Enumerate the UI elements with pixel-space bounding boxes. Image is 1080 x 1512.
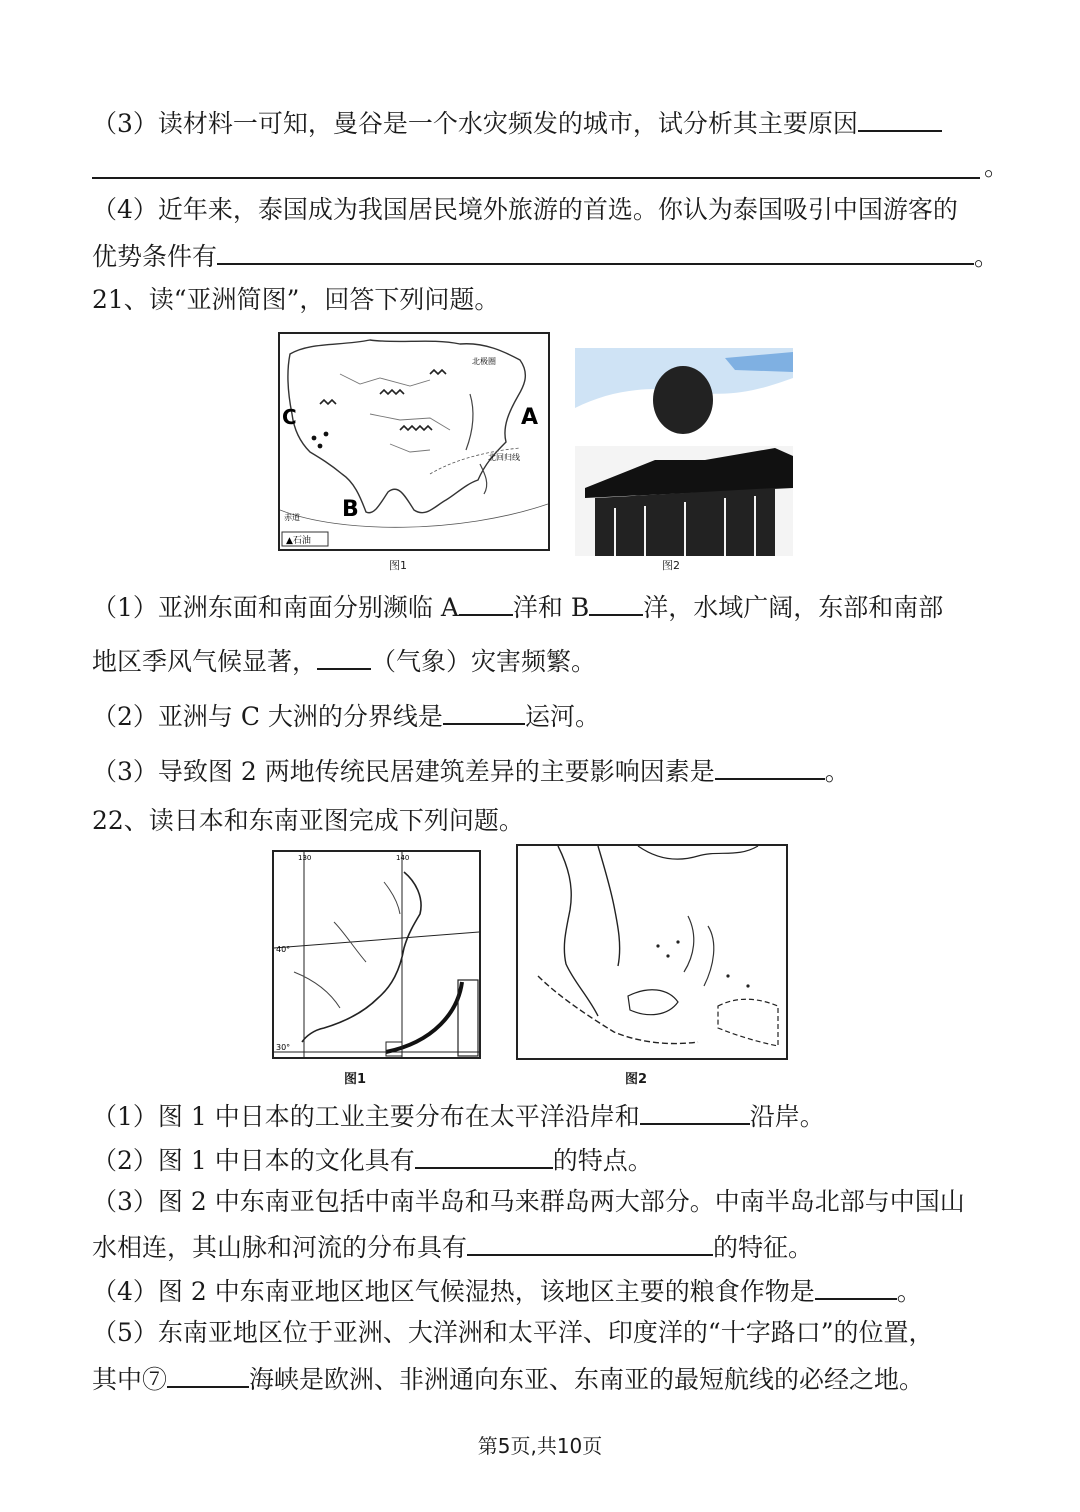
lat-30-label: 30° (276, 1043, 291, 1052)
q22-part3-text-a: 水相连，其山脉和河流的分布具有 (92, 1233, 468, 1262)
q21-blank-ocean-b[interactable] (589, 588, 643, 616)
q22-figure2-caption: 图2 (625, 1072, 648, 1087)
q22-blank-industry[interactable] (640, 1097, 750, 1125)
q21-part2-text-b: 运河。 (524, 702, 600, 731)
q20-part4-line2 (92, 237, 999, 274)
dwellings-photo (575, 348, 793, 556)
equator-label: 赤道 (284, 513, 300, 522)
label-a: A (520, 405, 538, 430)
q21-blank-weather[interactable] (317, 642, 371, 670)
q20-part3-line1 (92, 104, 942, 141)
q22-part3-line1: （3）图 2 中东南亚包括中南半岛和马来群岛两大部分。中南半岛北部与中国山 (92, 1187, 965, 1216)
q22-part5-text-a: 其中⑦ (92, 1365, 168, 1394)
q21-part1-text-d: 地区季风气候显著， (92, 647, 318, 676)
q22-part1-text-a: （1）图 1 中日本的工业主要分布在太平洋沿岸和 (92, 1102, 640, 1131)
q21-part1-line1 (92, 588, 943, 625)
lon-130-label: 130 (298, 854, 312, 862)
q22-part3-text-b: 的特征。 (713, 1233, 814, 1262)
arctic-label: 北极圈 (472, 357, 496, 366)
q20-part3-period: 。 (984, 152, 1010, 181)
q22-figure1-japan-map (272, 850, 481, 1059)
q22-part1-text-b: 沿岸。 (749, 1102, 825, 1131)
q22-blank-strait[interactable] (167, 1360, 249, 1388)
q21-part1-text-e: （气象）灾害频繁。 (371, 647, 597, 676)
q22-part2-text-b: 的特点。 (552, 1146, 653, 1175)
q21-title: 21、读“亚洲简图”，回答下列问题。 (92, 285, 500, 314)
q22-part2-line (92, 1141, 653, 1178)
japan-map-drawing (274, 852, 479, 1057)
q21-part2-line (92, 697, 600, 734)
q22-part2-text-a: （2）图 1 中日本的文化具有 (92, 1146, 415, 1175)
q22-figure1-caption: 图1 (344, 1072, 367, 1087)
q21-part2-text-a: （2）亚洲与 C 大洲的分界线是 (92, 702, 443, 731)
page-footer: 第5页,共10页 (477, 1434, 603, 1458)
q20-part3-answer-line[interactable] (92, 152, 980, 179)
q20-part4-text: 优势条件有 (92, 242, 218, 271)
q20-part4-period: 。 (974, 242, 1000, 271)
q22-title: 22、读日本和东南亚图完成下列问题。 (92, 806, 524, 835)
q22-blank-terrain[interactable] (467, 1228, 713, 1256)
sea-map-drawing (518, 846, 786, 1058)
q21-part1-line2 (92, 642, 596, 679)
q22-part4-text-b: 。 (896, 1277, 922, 1306)
q22-part5-text-b: 海峡是欧洲、非洲通向东亚、东南亚的最短航线的必经之地。 (249, 1365, 925, 1394)
q22-part3-line2 (92, 1228, 813, 1265)
q21-figure1-asia-map (278, 332, 550, 551)
q21-figure1-caption: 图1 (389, 559, 407, 572)
lat-40-label: 40° (276, 945, 291, 954)
q21-figure2-caption: 图2 (662, 559, 680, 572)
q21-part1-text-b: 洋和 B (512, 593, 590, 622)
q20-part4-line1: （4）近年来，泰国成为我国居民境外旅游的首选。你认为泰国吸引中国游客的 (92, 195, 958, 224)
q21-part3-text-b: 。 (824, 757, 850, 786)
q22-blank-culture[interactable] (415, 1141, 553, 1169)
q22-blank-crop[interactable] (815, 1272, 897, 1300)
q22-figure2-southeast-asia-map (516, 844, 788, 1060)
q22-part1-line (92, 1097, 825, 1134)
q20-part3-text: （3）读材料一可知，曼谷是一个水灾频发的城市，试分析其主要原因 (92, 109, 858, 138)
q21-part1-text-a: （1）亚洲东面和南面分别濒临 A (92, 593, 459, 622)
q21-part3-text-a: （3）导致图 2 两地传统民居建筑差异的主要影响因素是 (92, 757, 715, 786)
q20-part4-blank[interactable] (217, 237, 974, 265)
label-b: B (342, 497, 359, 522)
q21-blank-ocean-a[interactable] (459, 588, 513, 616)
q21-figure2-photos (575, 348, 793, 556)
q21-blank-canal[interactable] (443, 697, 525, 725)
tropic-label: 北回归线 (488, 453, 520, 462)
q21-part1-text-c: 洋，水域广阔，东部和南部 (643, 593, 944, 622)
q22-part5-line1: （5）东南亚地区位于亚洲、大洋洲和太平洋、印度洋的“十字路口”的位置， (92, 1318, 934, 1347)
label-c: C (282, 405, 297, 429)
q21-blank-factor[interactable] (715, 752, 825, 780)
q20-part3-blank[interactable] (858, 104, 942, 132)
asia-map-drawing (280, 334, 548, 549)
lon-140-label: 140 (396, 854, 410, 862)
q22-part5-line2 (92, 1360, 924, 1397)
q22-part4-text-a: （4）图 2 中东南亚地区地区气候湿热，该地区主要的粮食作物是 (92, 1277, 815, 1306)
q21-part3-line (92, 752, 850, 789)
legend-oil: ▲石油 (286, 536, 311, 546)
q22-part4-line (92, 1272, 922, 1309)
